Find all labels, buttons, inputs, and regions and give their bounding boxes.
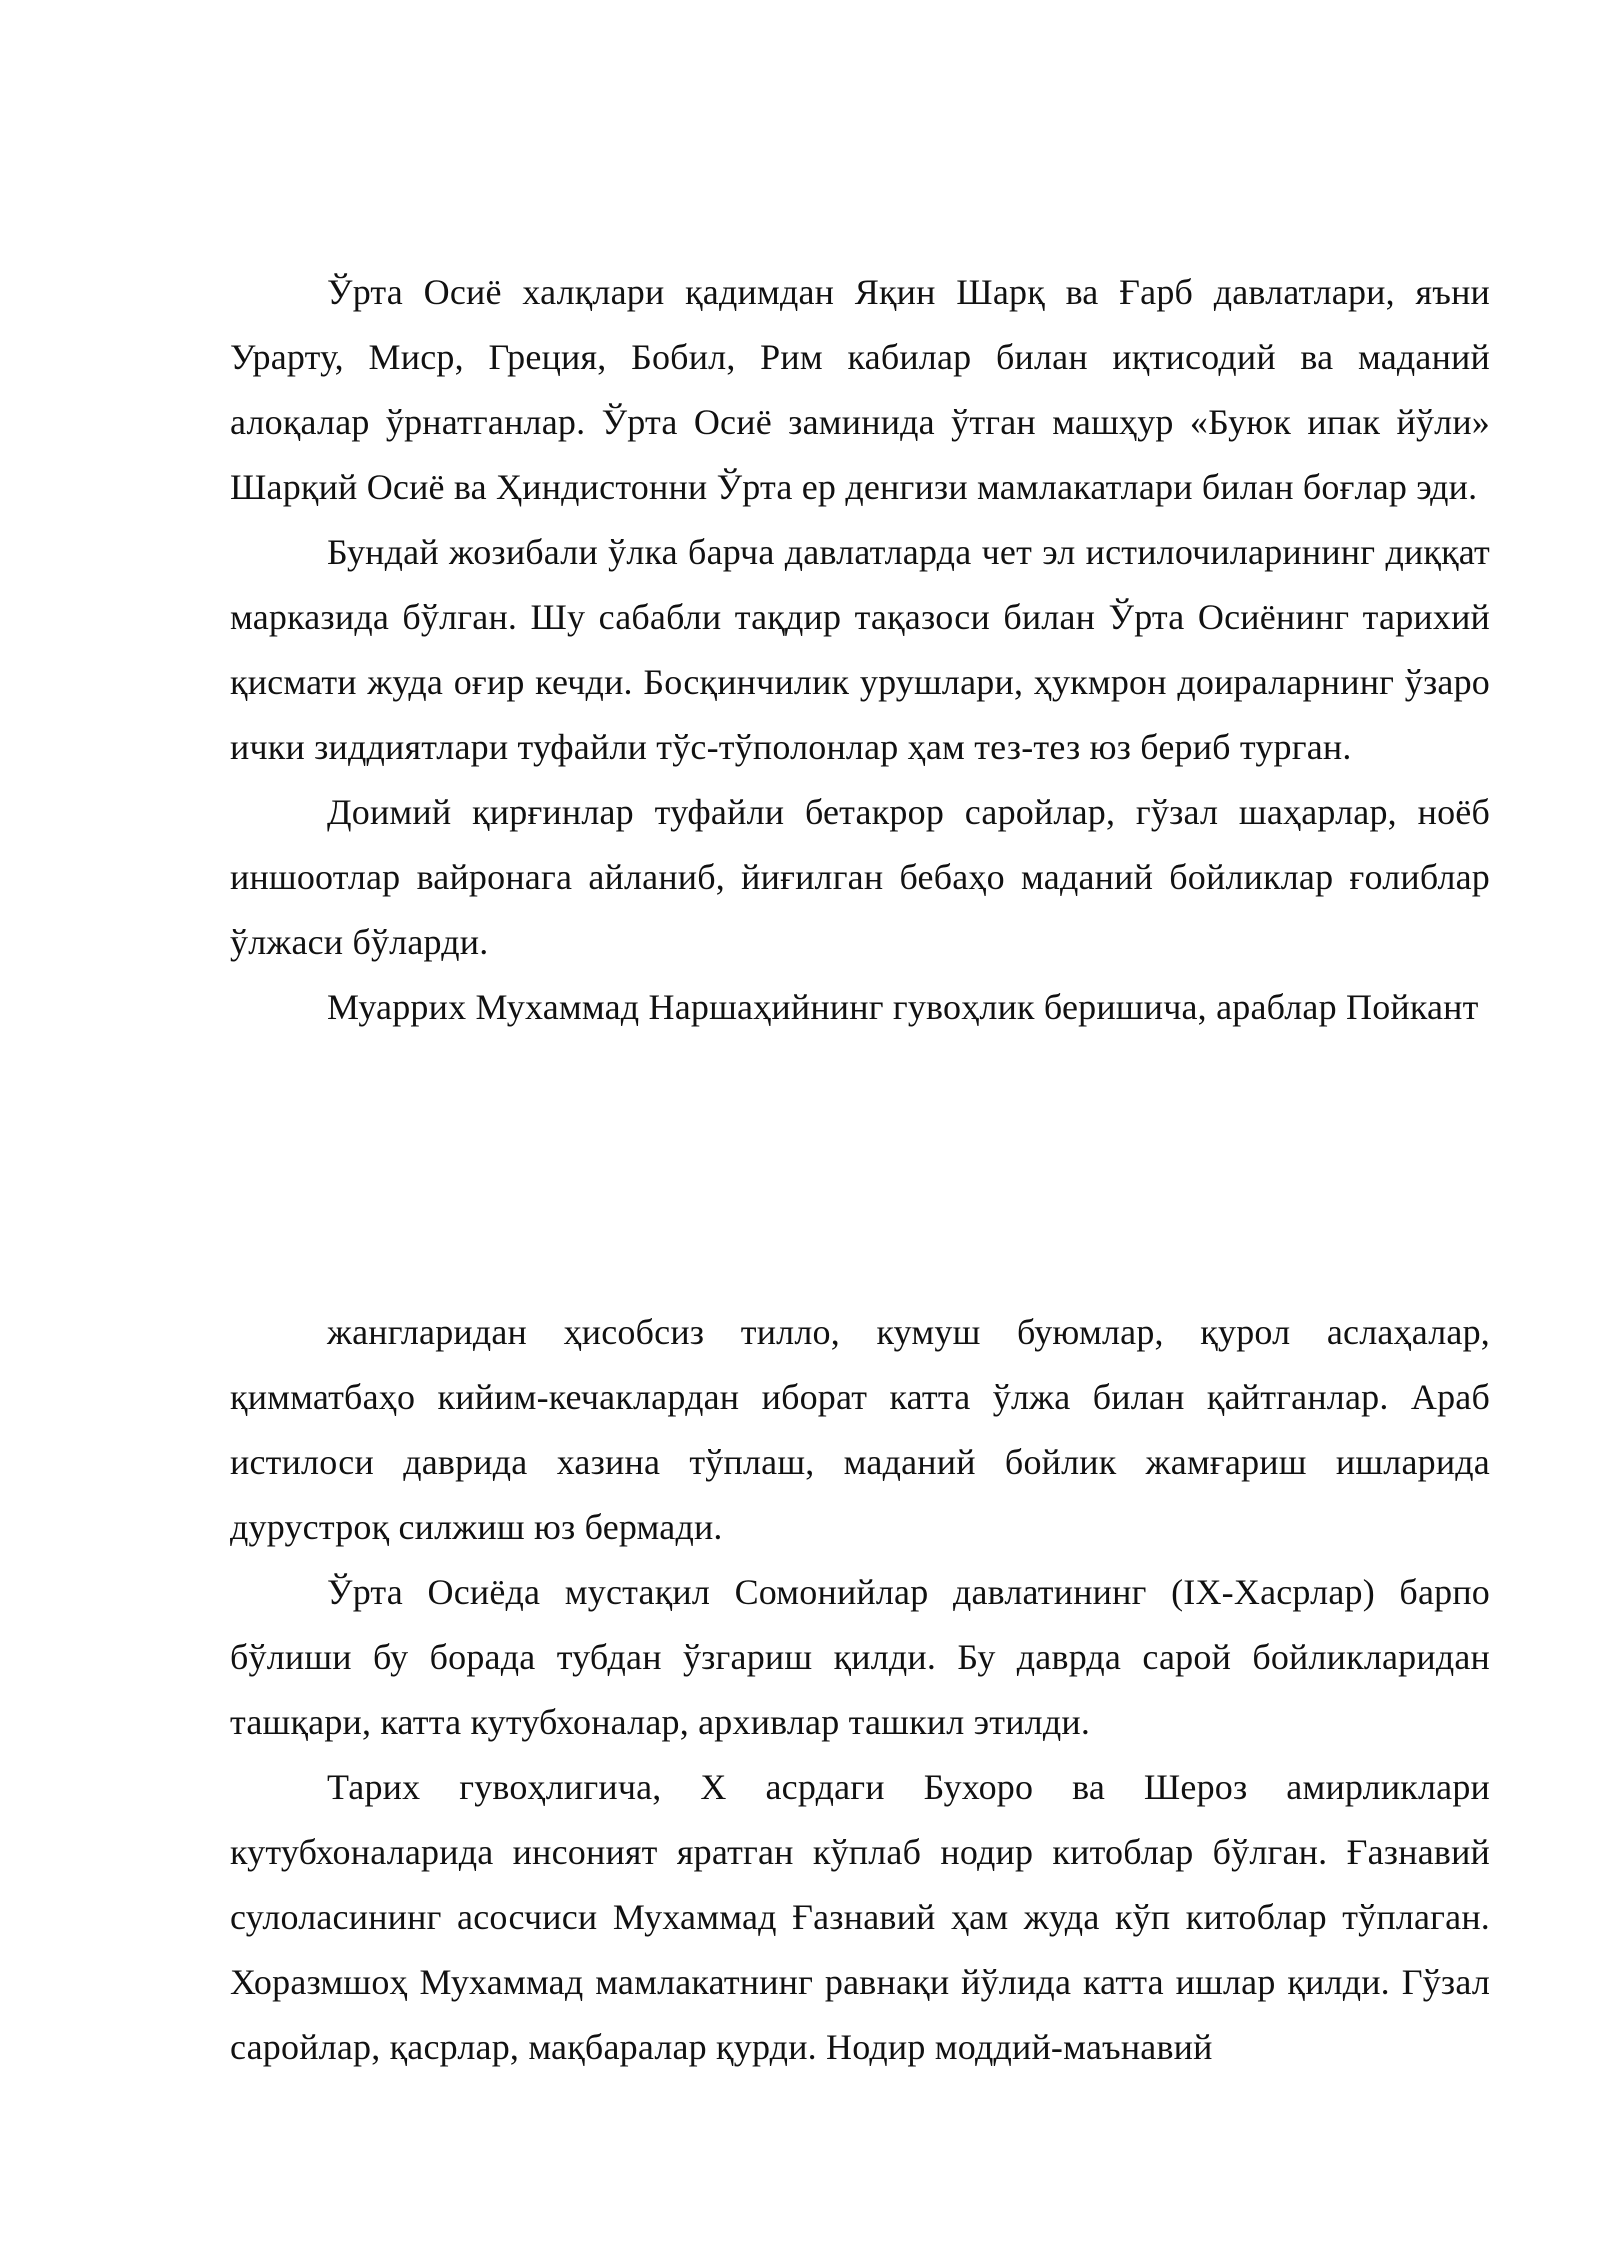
text-block-bottom (230, 1300, 1490, 2080)
text-block-top (230, 260, 1490, 1040)
paragraph: Тарих гувоҳлигича, X асрдаги Бухоро ва Шероз амирликлари кутубхоналарида инсоният яратган кўплаб нодир китоблар бўлган. Ғазнавий сулоласининг асосчиси Мухаммад Ғазнавий ҳам жуда кўп китоблар тўплаган. Хоразмшоҳ Мухаммад мамлакатнинг равнақи йўлида катта ишлар қилди. Гўзал саройлар, қасрлар, мақбаралар қурди. Нодир моддий-маънавий (230, 1767, 1490, 2067)
paragraph: Ўрта Осиёда мустақил Сомонийлар давлатининг (IX-Xасрлар) барпо бўлиши бу борада тубдан ўзгариш қилди. Бу даврда сарой бойликларидан ташқари, катта кутубхоналар, архивлар ташкил этилди. (230, 1572, 1490, 1742)
paragraph: Доимий қирғинлар туфайли бетакрор саройлар, гўзал шаҳарлар, ноёб иншоотлар вайронага айланиб, йиғилган бебаҳо маданий бойликлар ғолиблар ўлжаси бўларди. (230, 792, 1490, 962)
paragraph: Ўрта Осиё халқлари қадимдан Яқин Шарқ ва Ғарб давлатлари, яъни Урарту, Миср, Греция, Бобил, Рим кабилар билан иқтисодий ва маданий алоқалар ўрнатганлар. Ўрта Осиё заминида ўтган машҳур «Буюк ипак йўли» Шарқий Осиё ва Ҳиндистонни Ўрта ер денгизи мамлакатлари билан боғлар эди. (230, 272, 1490, 507)
paragraph: Бундай жозибали ўлка барча давлатларда чет эл истилочиларининг диққат марказида бўлган. Шу сабабли тақдир тақазоси билан Ўрта Осиёнинг тарихий қисмати жуда оғир кечди. Босқинчилик урушлари, ҳукмрон доираларнинг ўзаро ички зиддиятлари туфайли тўс-тўполонлар ҳам тез-тез юз бериб турган. (230, 532, 1490, 767)
paragraph: Муаррих Мухаммад Наршаҳийнинг гувоҳлик беришича, араблар Пойкант (327, 987, 1479, 1027)
paragraph-continuation: жангларидан ҳисобсиз тилло, кумуш буюмлар, қурол аслаҳалар, қимматбаҳо кийим-кечаклардан иборат катта ўлжа билан қайтганлар. Араб истилоси даврида хазина тўплаш, маданий бойлик жамғариш ишларида дурустроқ силжиш юз бермади. (230, 1312, 1490, 1547)
